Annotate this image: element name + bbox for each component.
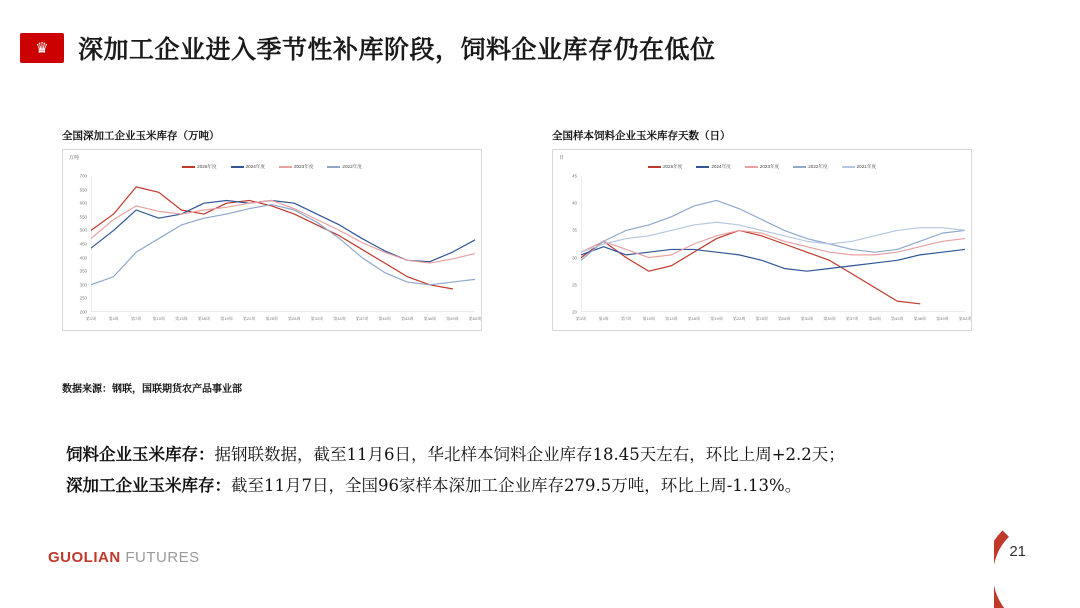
x-axis-tick: 第49周 [936, 316, 949, 321]
y-axis-tick: 650 [79, 187, 87, 193]
legend-label: 2025年度 [197, 164, 217, 169]
legend-label: 2023年度 [759, 164, 780, 169]
x-axis-tick: 第46周 [423, 316, 437, 321]
y-axis-tick: 200 [79, 309, 87, 315]
chart-left [62, 149, 482, 331]
legend-item [327, 164, 361, 170]
brand-logo-light: FUTURES [125, 549, 200, 566]
x-axis-tick: 第10周 [642, 316, 655, 321]
body-line-2-lead: 深加工企业玉米库存： [66, 475, 231, 495]
y-axis-tick: 350 [79, 268, 87, 274]
x-axis-tick: 第22周 [732, 316, 746, 321]
y-axis-tick: 20 [572, 309, 577, 315]
x-axis-tick: 第16周 [687, 316, 701, 321]
chart-right-title: 全国样本饲料企业玉米库存天数（日） [552, 130, 731, 142]
x-axis-tick: 第28周 [778, 316, 791, 321]
x-axis-tick: 第10周 [152, 316, 165, 321]
legend-label: 2022年度 [808, 164, 828, 169]
body-line-2 [66, 471, 1016, 502]
y-axis-tick: 40 [572, 200, 577, 206]
legend-swatch [279, 166, 292, 168]
x-axis-tick: 第31周 [800, 316, 814, 321]
body-line-1 [66, 440, 1016, 471]
x-axis-tick: 第34周 [823, 316, 836, 321]
legend-item [745, 164, 779, 170]
chart-panel-left [62, 128, 482, 331]
x-axis-tick: 第16周 [197, 316, 211, 321]
y-axis-tick: 450 [79, 241, 87, 247]
chart-left-plot [91, 176, 475, 312]
chart-right-plot [581, 176, 965, 312]
y-axis-tick: 25 [572, 282, 577, 288]
x-axis-tick: 第52周 [468, 316, 482, 321]
legend-item [279, 164, 313, 170]
legend-label: 2025年度 [662, 164, 683, 169]
body-text [66, 440, 1016, 501]
x-axis-tick: 第34周 [333, 316, 346, 321]
legend-item [793, 164, 827, 170]
x-axis-tick: 第13周 [175, 316, 188, 321]
y-axis-tick: 45 [572, 173, 577, 179]
slide-header [20, 30, 716, 66]
x-axis-tick: 第37周 [845, 316, 859, 321]
legend-swatch [842, 166, 855, 168]
x-axis-tick: 第13周 [665, 316, 678, 321]
legend-swatch [231, 166, 244, 168]
y-axis-tick: 550 [79, 214, 87, 220]
legend-swatch [182, 166, 195, 168]
y-axis-tick: 35 [572, 227, 577, 233]
x-axis-tick: 第19周 [710, 316, 723, 321]
brand-logo-bold: GUOLIAN [48, 549, 121, 566]
x-axis-tick: 第52周 [958, 316, 972, 321]
brand-logo [48, 549, 200, 566]
x-axis-tick: 第31周 [310, 316, 324, 321]
legend-label: 2024年度 [711, 164, 731, 169]
x-axis-tick: 第19周 [220, 316, 233, 321]
legend-swatch [696, 166, 709, 168]
y-axis-tick: 500 [79, 227, 87, 233]
x-axis-tick: 第25周 [265, 316, 278, 321]
page-title: 深加工企业进入季节性补库阶段，饲料企业库存仍在低位 [78, 35, 716, 64]
y-axis-tick: 300 [79, 282, 87, 288]
legend-label: 2022年度 [342, 164, 362, 169]
legend-item [231, 164, 265, 170]
chart-left-y-axis [65, 173, 89, 315]
chart-right [552, 149, 972, 331]
legend-item [182, 164, 216, 170]
x-axis-tick: 第7周 [621, 316, 632, 321]
y-axis-tick: 250 [79, 295, 87, 301]
x-axis-tick: 第46周 [913, 316, 927, 321]
x-axis-tick: 第40周 [378, 316, 391, 321]
chart-left-x-axis [85, 316, 482, 326]
x-axis-tick: 第1周 [85, 316, 97, 321]
legend-swatch [648, 166, 661, 168]
chart-panel-right [552, 128, 972, 331]
x-axis-tick: 第22周 [242, 316, 256, 321]
body-line-2-text: 截至11月7日，全国96家样本深加工企业库存279.5万吨，环比上周-1.13%。 [231, 475, 802, 495]
y-axis-tick: 30 [572, 255, 577, 261]
corner-arc-decoration [994, 522, 1080, 608]
x-axis-tick: 第25周 [755, 316, 768, 321]
legend-item [696, 164, 730, 170]
chart-left-unit: 万吨 [69, 155, 80, 161]
x-axis-tick: 第40周 [868, 316, 881, 321]
body-line-1-text: 据钢联数据，截至11月6日，华北样本饲料企业库存18.45天左右，环比上周+2.2天； [214, 445, 845, 464]
body-line-1-lead: 饲料企业玉米库存： [66, 445, 215, 464]
x-axis-tick: 第1周 [575, 316, 587, 321]
x-axis-tick: 第28周 [288, 316, 301, 321]
legend-swatch [745, 166, 758, 168]
legend-item [648, 164, 682, 170]
x-axis-tick: 第43周 [891, 316, 904, 321]
legend-swatch [327, 166, 340, 168]
y-axis-tick: 700 [79, 173, 87, 179]
chart-right-x-axis [575, 316, 972, 326]
x-axis-tick: 第37周 [355, 316, 369, 321]
legend-label: 2021年度 [856, 164, 877, 169]
chart-right-unit: 日 [559, 155, 565, 161]
chart-left-title: 全国深加工企业玉米库存（万吨） [62, 130, 220, 142]
y-axis-tick: 400 [79, 255, 87, 261]
page-number: 21 [1009, 543, 1026, 560]
legend-swatch [793, 166, 806, 168]
data-source-note: 数据来源：钢联，国联期货农产品事业部 [62, 384, 242, 395]
legend-label: 2024年度 [245, 164, 265, 169]
crown-icon: ♛ [20, 33, 64, 63]
chart-left-legend [63, 164, 481, 170]
chart-right-y-axis [555, 173, 579, 315]
chart-right-legend [553, 164, 971, 170]
legend-label: 2023年度 [294, 164, 314, 169]
y-axis-tick: 600 [79, 200, 87, 206]
x-axis-tick: 第49周 [446, 316, 459, 321]
x-axis-tick: 第4周 [108, 316, 119, 321]
legend-item [842, 164, 876, 170]
x-axis-tick: 第4周 [598, 316, 609, 321]
x-axis-tick: 第7周 [131, 316, 142, 321]
x-axis-tick: 第43周 [401, 316, 414, 321]
